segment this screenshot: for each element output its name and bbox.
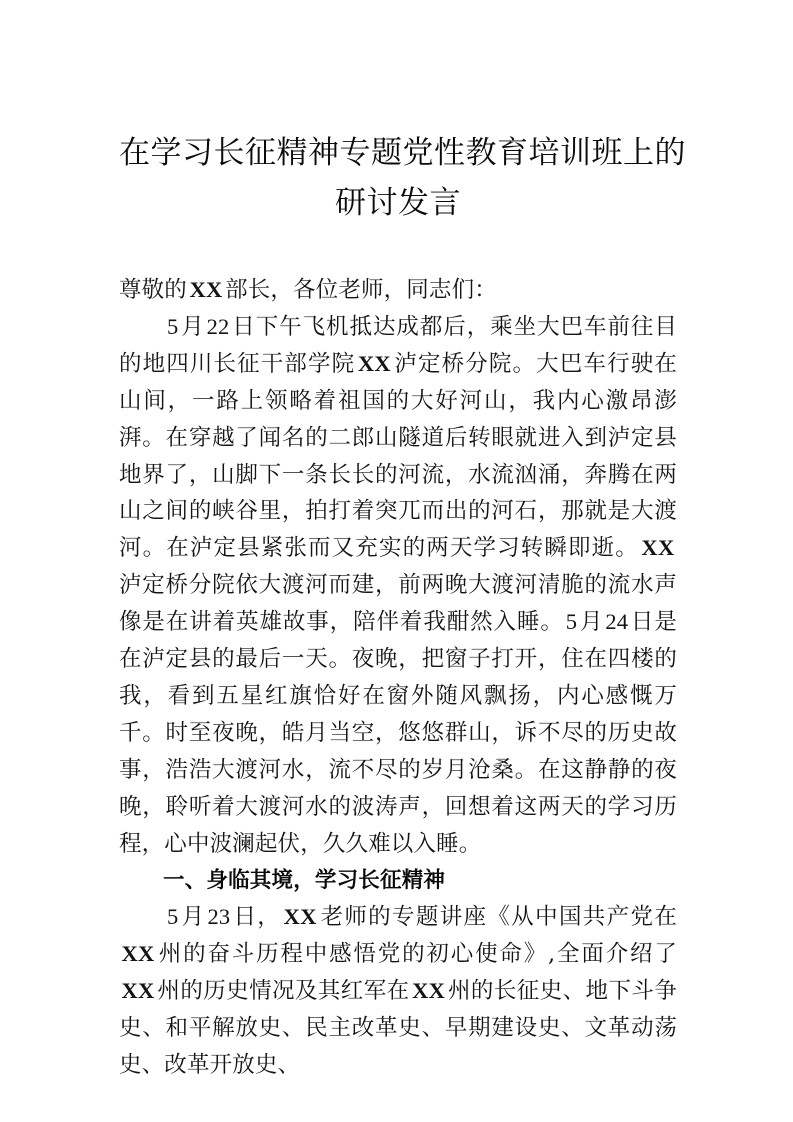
numeric-run: 23 [207,904,231,930]
latin-run: XX [121,978,155,1004]
latin-run: XX [283,904,317,930]
numeric-run: 5 [167,313,179,339]
latin-run: XX [189,277,223,302]
document-title-line-2: 研讨发言 [335,185,461,221]
section-heading-1: 一、身临其境，学习长征精神 [163,867,446,893]
numeric-run: 5 [167,904,179,930]
document-body [119,272,677,1084]
latin-run: XX [641,535,675,561]
body-paragraph-1: 5月22日下午飞机抵达成都后，乘坐大巴车前往目的地四川长征干部学院 XX 泸定桥分院。大巴车行驶在山间，一路上领略着祖国的大好河山，我内心激昂澎湃。在穿越了闻名的二郎山隧道后转眼就进入到泸定县地界了，山脚下一条长长的河流，水流汹涌，奔腾在两山之间的峡谷里，拍打着突兀而出的河石，那就是大渡河。在泸定县紧张而又充实的两天学习转瞬即逝。 XX泸定桥分院依大渡河而建，前两晚大渡河清脆的流水声像是在讲着英雄故事，陪伴着我酣然入睡。5月24日是在泸定县的最后一天。夜晚，把窗子打开，住在四楼的我，看到五星红旗恰好在窗外随风飘扬，内心感慨万千。时至夜晚，皓月当空，悠悠群山，诉不尽的历史故事，浩浩大渡河水，流不尽的岁月沧桑。在这静静的夜晚，聆听着大渡河水的波涛声，回想着这两天的学习历程，心中波澜起伏，久久难以入睡。 [119,313,677,857]
document-title [119,128,686,228]
salutation-line: 尊敬的 XX 部长，各位老师，同志们： [119,277,497,303]
latin-run: XX [412,978,446,1004]
latin-run: XX [121,941,155,967]
document-title-line-1: 在学习长征精神专题党性教育培训班上的 [119,135,686,171]
numeric-run: 5 [565,609,578,635]
section-paragraph-1: 5月23日， XX 老师的专题讲座《从中国共产党在XX 州的奋斗历程中感悟党的初心使命》,全面介绍了XX 州的历史情况及其红军在 XX 州的长征史、地下斗争史、和平解放史、民主改革史、早期建设史、文革动荡史、改革开放史、 [119,904,677,1079]
numeric-run: 24 [605,609,629,635]
latin-run: XX [357,350,391,376]
numeric-run: 22 [206,313,230,339]
